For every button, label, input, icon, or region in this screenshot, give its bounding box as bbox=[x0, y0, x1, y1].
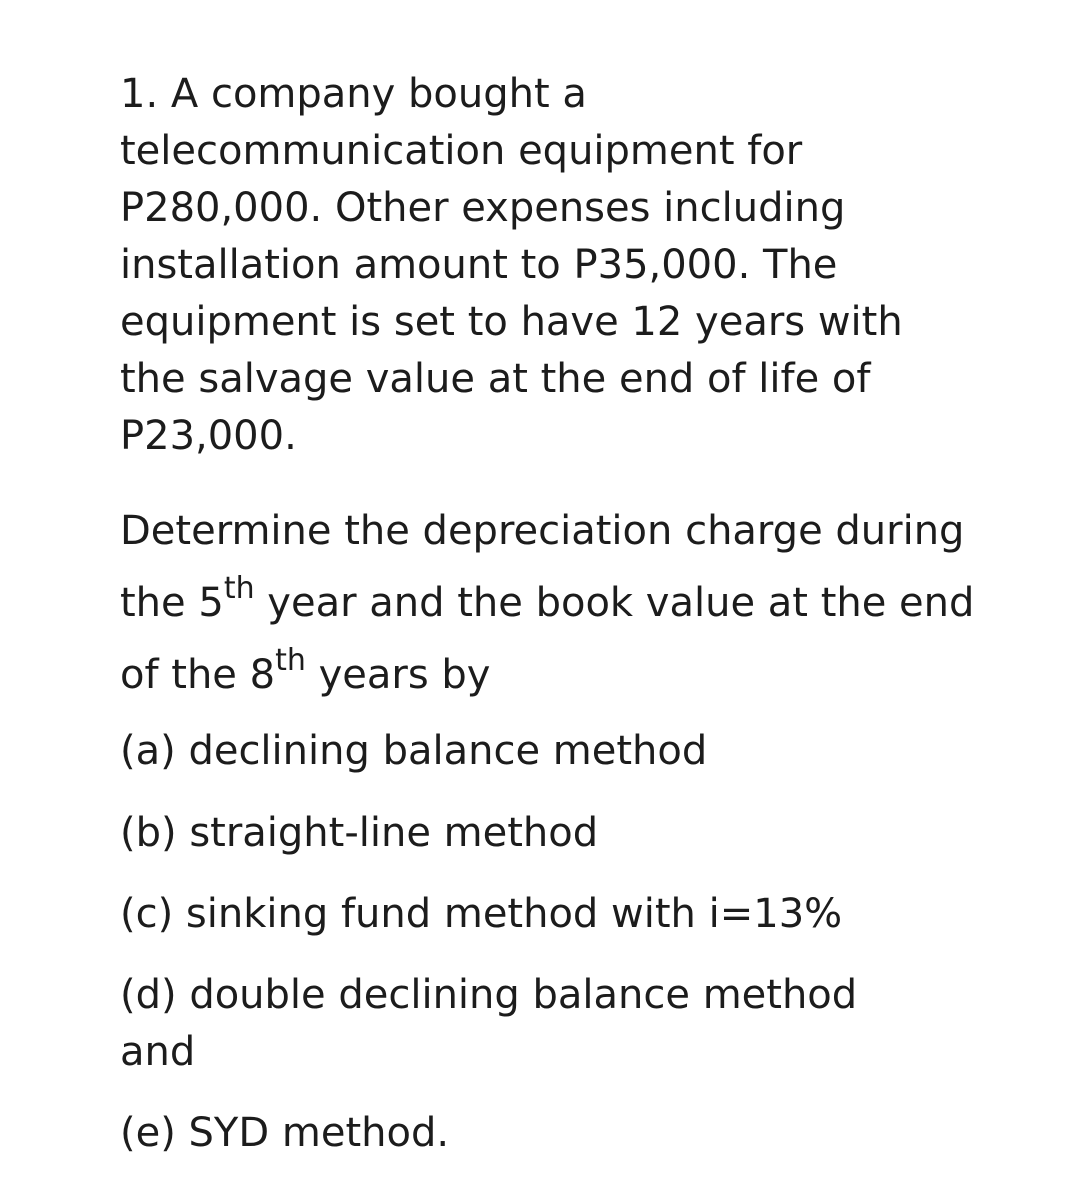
question-part-3: years by bbox=[305, 652, 491, 698]
question-part-1: Determine the depreciation charge during the 5 bbox=[120, 508, 965, 626]
option-b: (b) straight-line method bbox=[120, 810, 599, 856]
question-text bbox=[120, 495, 1020, 711]
option-d: (d) double declining balance method and bbox=[120, 972, 858, 1075]
problem-statement: 1. A company bought a telecommunication equipment for P280,000. Other expenses including installation amount to P35,000. The equipment is set to have 12 years with the salvage value at the end of life of P23,000. bbox=[120, 71, 903, 459]
superscript-th-8: th bbox=[275, 642, 306, 678]
superscript-th-5: th bbox=[223, 570, 255, 606]
option-c: (c) sinking fund method with i=13% bbox=[120, 891, 843, 937]
question-part-2: year and the book value at the end of the 8 bbox=[120, 580, 975, 698]
problem-document bbox=[120, 66, 1020, 1162]
option-a: (a) declining balance method bbox=[120, 728, 708, 774]
option-e: (e) SYD method. bbox=[120, 1110, 450, 1156]
